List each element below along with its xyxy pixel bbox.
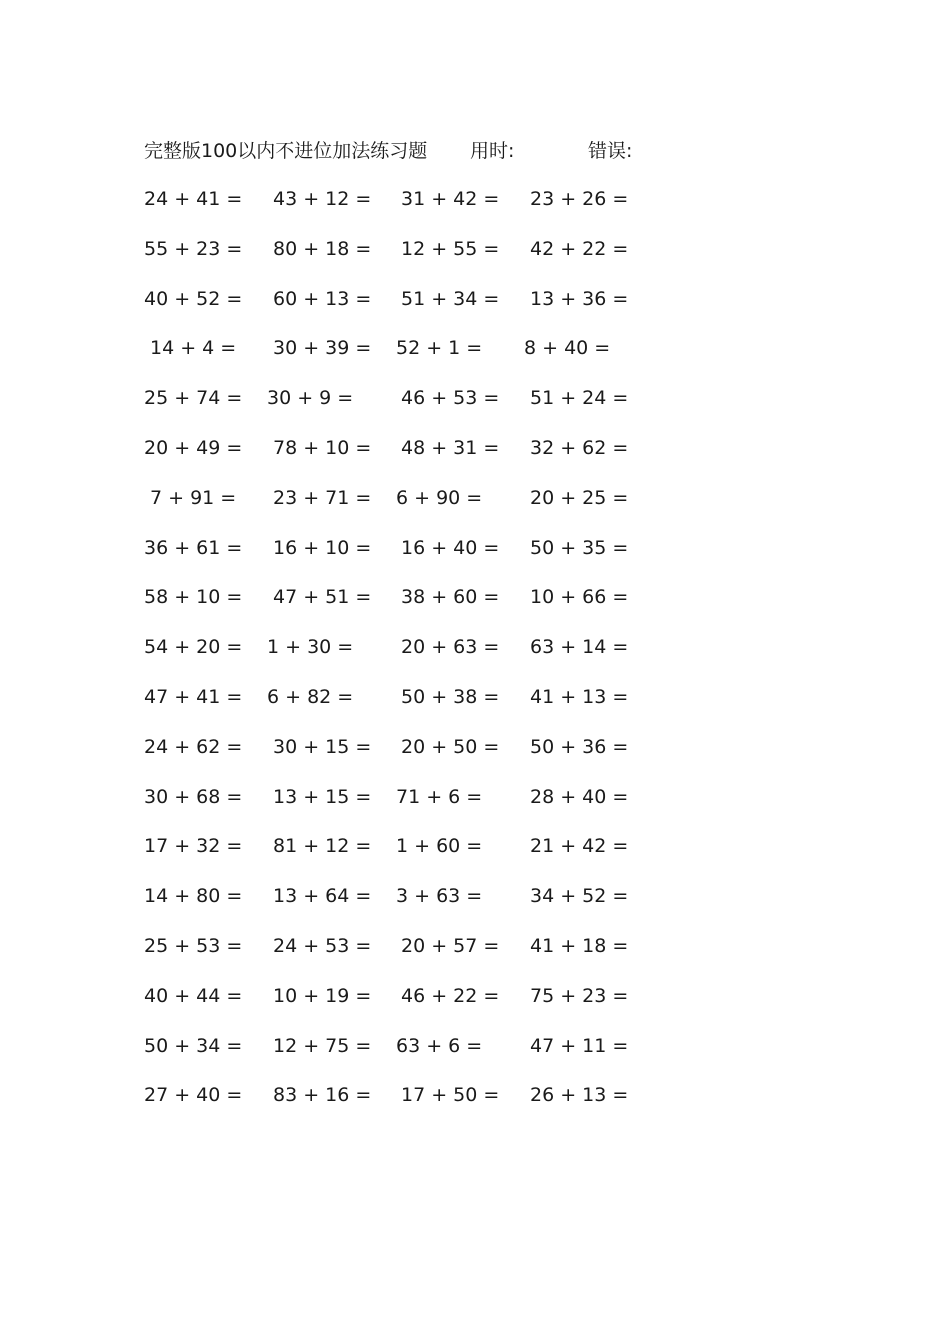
problem-item: 52 + 1 = bbox=[396, 337, 483, 360]
problem-item: 24 + 41 = bbox=[144, 188, 243, 210]
problem-row bbox=[0, 682, 950, 732]
problem-item: 12 + 75 = bbox=[273, 1034, 372, 1057]
problem-item: 20 + 63 = bbox=[401, 636, 500, 659]
problem-item: 16 + 10 = bbox=[273, 536, 372, 559]
problem-row bbox=[0, 1031, 950, 1081]
problem-item: 26 + 13 = bbox=[530, 1084, 629, 1107]
problem-item: 6 + 82 = bbox=[267, 685, 354, 708]
problem-item: 20 + 49 = bbox=[144, 436, 243, 459]
problem-row bbox=[0, 831, 950, 881]
problem-row bbox=[0, 284, 950, 334]
problem-grid bbox=[0, 184, 950, 1130]
problem-item: 80 + 18 = bbox=[273, 237, 372, 260]
problem-row bbox=[0, 1080, 950, 1130]
problem-item: 46 + 22 = bbox=[401, 984, 500, 1007]
problem-row bbox=[0, 234, 950, 284]
problem-item: 20 + 50 = bbox=[401, 735, 500, 758]
problem-row bbox=[0, 632, 950, 682]
problem-item: 8 + 40 = bbox=[524, 337, 611, 360]
problem-row bbox=[0, 981, 950, 1031]
problem-item: 10 + 66 = bbox=[530, 586, 629, 609]
problem-item: 27 + 40 = bbox=[144, 1084, 243, 1107]
time-used-label: 用时: bbox=[470, 140, 515, 162]
problem-item: 55 + 23 = bbox=[144, 237, 243, 260]
problem-item: 14 + 4 = bbox=[150, 337, 237, 360]
problem-item: 14 + 80 = bbox=[144, 885, 243, 908]
problem-item: 30 + 9 = bbox=[267, 387, 354, 410]
problem-item: 40 + 52 = bbox=[144, 287, 243, 310]
problem-item: 25 + 53 = bbox=[144, 934, 243, 957]
problem-item: 30 + 15 = bbox=[273, 735, 372, 758]
problem-row bbox=[0, 333, 950, 383]
problem-item: 42 + 22 = bbox=[530, 237, 629, 260]
problem-item: 31 + 42 = bbox=[401, 188, 500, 210]
problem-row bbox=[0, 383, 950, 433]
problem-row bbox=[0, 732, 950, 782]
problem-item: 60 + 13 = bbox=[273, 287, 372, 310]
problem-item: 63 + 14 = bbox=[530, 636, 629, 659]
problem-item: 30 + 39 = bbox=[273, 337, 372, 360]
problem-item: 63 + 6 = bbox=[396, 1034, 483, 1057]
problem-item: 81 + 12 = bbox=[273, 835, 372, 858]
problem-item: 24 + 53 = bbox=[273, 934, 372, 957]
problem-item: 47 + 51 = bbox=[273, 586, 372, 609]
problem-row bbox=[0, 533, 950, 583]
problem-item: 83 + 16 = bbox=[273, 1084, 372, 1107]
worksheet-title: 完整版100以内不进位加法练习题 bbox=[144, 140, 428, 162]
problem-item: 20 + 57 = bbox=[401, 934, 500, 957]
problem-item: 40 + 44 = bbox=[144, 984, 243, 1007]
problem-item: 50 + 38 = bbox=[401, 685, 500, 708]
problem-item: 51 + 24 = bbox=[530, 387, 629, 410]
problem-item: 78 + 10 = bbox=[273, 436, 372, 459]
problem-row bbox=[0, 881, 950, 931]
problem-item: 7 + 91 = bbox=[150, 486, 237, 509]
problem-item: 48 + 31 = bbox=[401, 436, 500, 459]
problem-item: 23 + 26 = bbox=[530, 188, 629, 210]
problem-item: 32 + 62 = bbox=[530, 436, 629, 459]
problem-item: 50 + 34 = bbox=[144, 1034, 243, 1057]
problem-item: 38 + 60 = bbox=[401, 586, 500, 609]
problem-item: 51 + 34 = bbox=[401, 287, 500, 310]
problem-item: 58 + 10 = bbox=[144, 586, 243, 609]
error-count-label: 错误: bbox=[588, 140, 633, 162]
problem-item: 10 + 19 = bbox=[273, 984, 372, 1007]
problem-item: 16 + 40 = bbox=[401, 536, 500, 559]
problem-item: 28 + 40 = bbox=[530, 785, 629, 808]
problem-item: 3 + 63 = bbox=[396, 885, 483, 908]
problem-item: 17 + 32 = bbox=[144, 835, 243, 858]
problem-item: 50 + 36 = bbox=[530, 735, 629, 758]
problem-item: 21 + 42 = bbox=[530, 835, 629, 858]
problem-item: 13 + 36 = bbox=[530, 287, 629, 310]
problem-item: 24 + 62 = bbox=[144, 735, 243, 758]
problem-item: 30 + 68 = bbox=[144, 785, 243, 808]
problem-item: 41 + 18 = bbox=[530, 934, 629, 957]
problem-item: 25 + 74 = bbox=[144, 387, 243, 410]
problem-item: 47 + 11 = bbox=[530, 1034, 629, 1057]
problem-item: 1 + 60 = bbox=[396, 835, 483, 858]
problem-row bbox=[0, 184, 950, 234]
problem-item: 1 + 30 = bbox=[267, 636, 354, 659]
problem-item: 71 + 6 = bbox=[396, 785, 483, 808]
problem-item: 23 + 71 = bbox=[273, 486, 372, 509]
problem-item: 13 + 15 = bbox=[273, 785, 372, 808]
problem-item: 46 + 53 = bbox=[401, 387, 500, 410]
problem-item: 6 + 90 = bbox=[396, 486, 483, 509]
problem-item: 36 + 61 = bbox=[144, 536, 243, 559]
problem-item: 41 + 13 = bbox=[530, 685, 629, 708]
problem-item: 50 + 35 = bbox=[530, 536, 629, 559]
problem-item: 43 + 12 = bbox=[273, 188, 372, 210]
problem-row bbox=[0, 582, 950, 632]
problem-row bbox=[0, 782, 950, 832]
problem-item: 12 + 55 = bbox=[401, 237, 500, 260]
problem-item: 17 + 50 = bbox=[401, 1084, 500, 1107]
problem-item: 75 + 23 = bbox=[530, 984, 629, 1007]
problem-item: 47 + 41 = bbox=[144, 685, 243, 708]
problem-row bbox=[0, 433, 950, 483]
problem-row bbox=[0, 483, 950, 533]
problem-item: 34 + 52 = bbox=[530, 885, 629, 908]
problem-item: 13 + 64 = bbox=[273, 885, 372, 908]
problem-row bbox=[0, 931, 950, 981]
problem-item: 20 + 25 = bbox=[530, 486, 629, 509]
worksheet-header bbox=[0, 136, 950, 166]
problem-item: 54 + 20 = bbox=[144, 636, 243, 659]
